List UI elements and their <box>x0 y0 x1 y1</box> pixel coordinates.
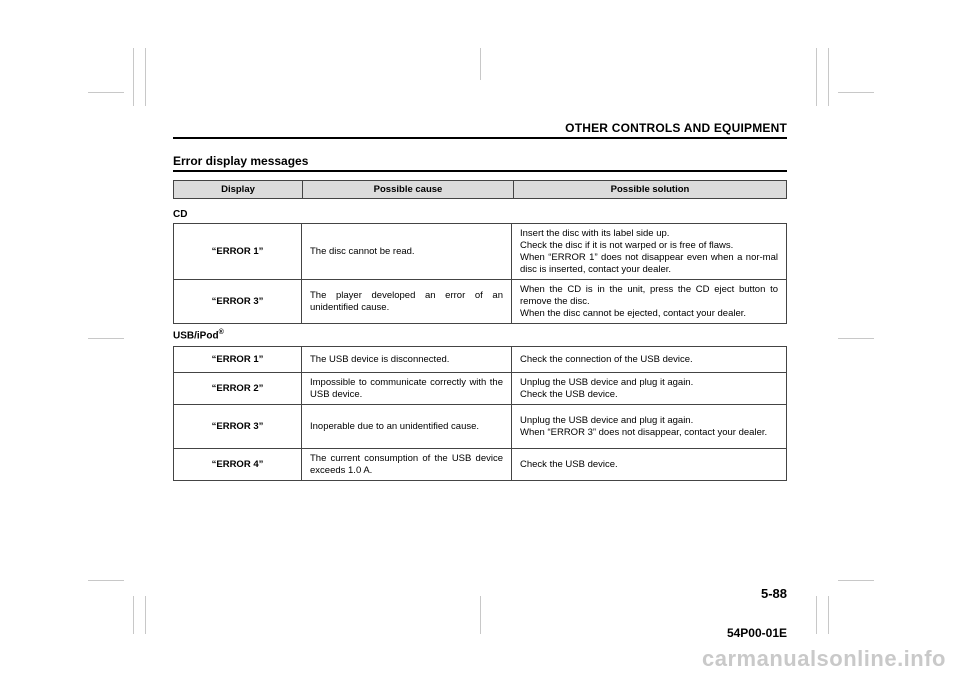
document-code: 54P00-01E <box>726 626 787 640</box>
cause-cell: Impossible to communicate correctly with the USB device. <box>302 373 512 405</box>
chapter-header: OTHER CONTROLS AND EQUIPMENT <box>565 121 787 135</box>
table-row <box>174 449 787 481</box>
solution-line: Insert the disc with its label side up. <box>520 227 670 239</box>
solution-cell <box>512 224 787 280</box>
display-cell: “ERROR 2” <box>174 373 302 405</box>
cd-error-table <box>173 223 787 324</box>
crop-mark <box>816 596 817 634</box>
crop-mark <box>816 48 817 106</box>
solution-cell <box>512 373 787 405</box>
crop-mark <box>88 338 124 339</box>
crop-mark <box>145 596 146 634</box>
solution-line: Check the USB device. <box>520 388 618 400</box>
header-rule <box>173 137 787 139</box>
solution-line: Unplug the USB device and plug it again. <box>520 376 694 388</box>
watermark-text: carmanualsonline.info <box>702 646 946 671</box>
title-rule <box>173 170 787 172</box>
display-cell: “ERROR 3” <box>174 280 302 324</box>
solution-cell <box>512 280 787 324</box>
group-label-cd: CD <box>173 209 188 220</box>
usb-error-table <box>173 346 787 481</box>
crop-mark <box>838 92 874 93</box>
cause-cell: The disc cannot be read. <box>302 224 512 280</box>
column-header-cause: Possible cause <box>303 181 514 199</box>
crop-mark <box>133 596 134 634</box>
solution-line: Unplug the USB device and plug it again. <box>520 414 694 426</box>
crop-mark <box>88 580 124 581</box>
group-label-usb-text: USB/iPod <box>173 330 219 342</box>
solution-line: Check the USB device. <box>520 458 618 470</box>
cause-cell: The player developed an error of an unidentified cause. <box>302 280 512 324</box>
crop-mark <box>828 596 829 634</box>
display-cell: “ERROR 3” <box>174 405 302 449</box>
column-header-display: Display <box>174 181 303 199</box>
cause-cell: Inoperable due to an unidentified cause. <box>302 405 512 449</box>
display-cell: “ERROR 1” <box>174 347 302 373</box>
display-cell: “ERROR 1” <box>174 224 302 280</box>
solution-cell <box>512 405 787 449</box>
crop-mark <box>145 48 146 106</box>
solution-line: When the disc cannot be ejected, contact your dealer. <box>520 307 747 319</box>
solution-line: Check the connection of the USB device. <box>520 353 693 365</box>
crop-mark <box>480 596 481 634</box>
solution-line: When the CD is in the unit, press the CD eject button to remove the disc. <box>520 283 778 307</box>
table-row <box>174 224 787 280</box>
display-cell: “ERROR 4” <box>174 449 302 481</box>
table-row <box>174 405 787 449</box>
solution-cell <box>512 449 787 481</box>
column-header-table <box>173 180 787 199</box>
registered-mark: ® <box>218 329 224 336</box>
solution-line: When “ERROR 3” does not disappear, contact your dealer. <box>520 426 768 438</box>
solution-line: When “ERROR 1” does not disappear even when a nor-mal disc is inserted, contact your dealer. <box>520 251 778 275</box>
solution-cell <box>512 347 787 373</box>
group-label-usb <box>173 329 224 341</box>
crop-mark <box>133 48 134 106</box>
solution-line: Check the disc if it is not warped or is free of flaws. <box>520 239 734 251</box>
crop-mark <box>828 48 829 106</box>
cause-cell: The current consumption of the USB device exceeds 1.0 A. <box>302 449 512 481</box>
page-title: Error display messages <box>173 154 309 168</box>
crop-mark <box>838 338 874 339</box>
crop-mark <box>480 48 481 80</box>
crop-mark <box>88 92 124 93</box>
table-row <box>174 373 787 405</box>
cause-cell: The USB device is disconnected. <box>302 347 512 373</box>
table-row <box>174 347 787 373</box>
table-row <box>174 280 787 324</box>
column-header-solution: Possible solution <box>514 181 787 199</box>
page-number: 5-88 <box>760 586 787 601</box>
crop-mark <box>838 580 874 581</box>
